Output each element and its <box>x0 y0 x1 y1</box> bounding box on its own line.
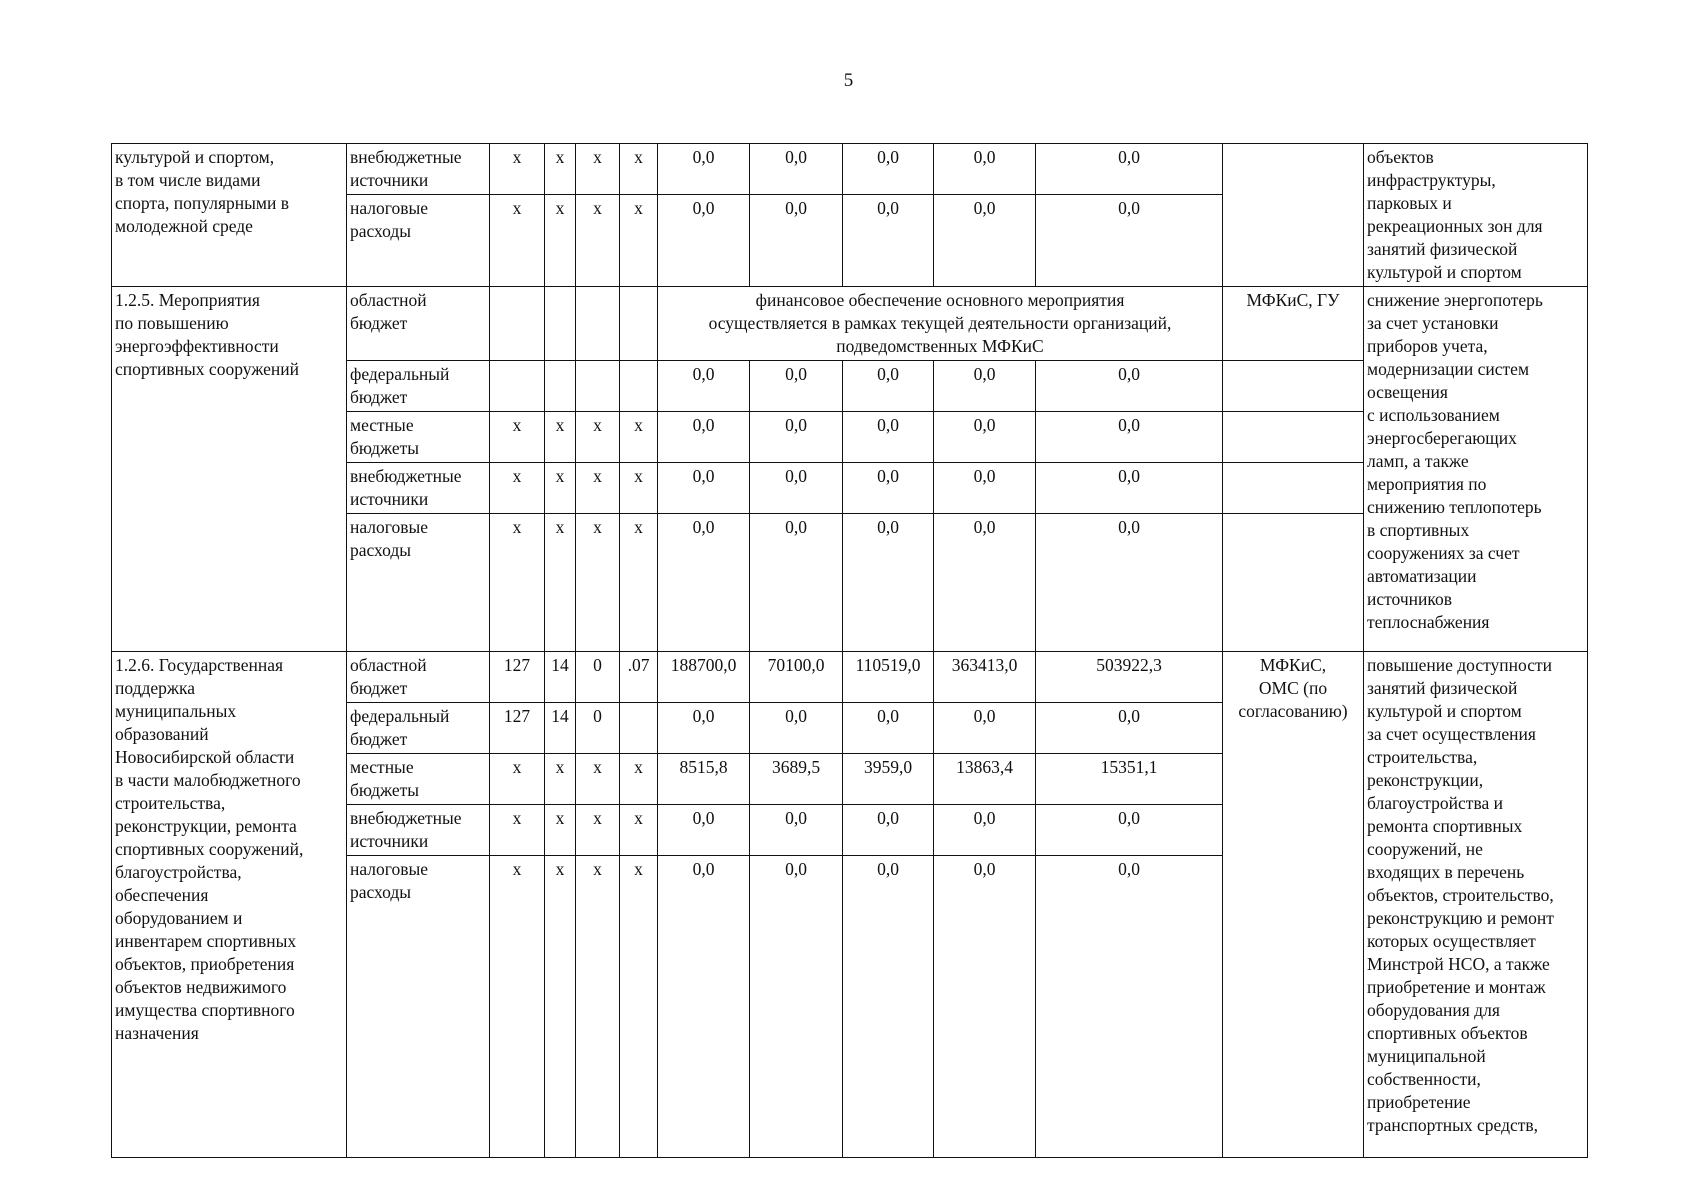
code-cell: 0 <box>576 652 620 703</box>
funding-source: местные бюджеты <box>350 415 420 458</box>
code-cell: 0 <box>576 703 620 754</box>
code-cell: x <box>620 856 658 1158</box>
code-cell: 14 <box>545 703 576 754</box>
code-cell: x <box>576 514 620 652</box>
value-cell: 15351,1 <box>1036 754 1223 805</box>
executor-cell <box>1223 361 1364 412</box>
code-cell: x <box>545 144 576 195</box>
code-cell <box>576 361 620 412</box>
code-cell: 127 <box>490 703 545 754</box>
executor: МФКиС, ОМС (по согласованию) <box>1238 655 1348 721</box>
code-cell: x <box>490 754 545 805</box>
code-cell <box>620 287 658 361</box>
funding-source: внебюджетные источники <box>350 466 462 509</box>
code-cell: x <box>490 412 545 463</box>
code-cell: x <box>576 144 620 195</box>
value-cell: 0,0 <box>658 856 750 1158</box>
value-cell: 0,0 <box>934 463 1036 514</box>
code-cell: x <box>545 463 576 514</box>
code-cell: x <box>576 412 620 463</box>
value-cell: 0,0 <box>843 144 934 195</box>
table-row <box>112 287 1588 361</box>
code-cell: x <box>490 195 545 287</box>
value-cell: 0,0 <box>934 412 1036 463</box>
value-cell: 0,0 <box>934 856 1036 1158</box>
value-cell: 8515,8 <box>658 754 750 805</box>
value-cell: 3959,0 <box>843 754 934 805</box>
value-cell: 0,0 <box>658 805 750 856</box>
code-cell: x <box>490 144 545 195</box>
code-cell: x <box>576 463 620 514</box>
code-cell: x <box>576 195 620 287</box>
value-cell: 110519,0 <box>843 652 934 703</box>
value-cell: 0,0 <box>1036 463 1223 514</box>
funding-source: областной бюджет <box>350 655 427 698</box>
value-cell: 0,0 <box>843 195 934 287</box>
value-cell: 0,0 <box>750 412 843 463</box>
value-cell: 0,0 <box>934 514 1036 652</box>
code-cell: .07 <box>620 652 658 703</box>
value-cell: 0,0 <box>934 361 1036 412</box>
funding-source: налоговые расходы <box>350 198 429 241</box>
value-cell: 503922,3 <box>1036 652 1223 703</box>
funding-source: федеральный бюджет <box>350 706 450 749</box>
code-cell: x <box>620 144 658 195</box>
code-cell: x <box>576 805 620 856</box>
measure-name-cell <box>112 652 347 1158</box>
funding-source: федеральный бюджет <box>350 364 450 407</box>
executor: МФКиС, ГУ <box>1246 290 1340 310</box>
code-cell: x <box>620 514 658 652</box>
code-cell: x <box>620 412 658 463</box>
code-cell <box>620 703 658 754</box>
value-cell: 0,0 <box>750 703 843 754</box>
value-cell: 0,0 <box>658 514 750 652</box>
value-cell: 0,0 <box>1036 412 1223 463</box>
financing-note: финансовое обеспечение основного мероприятия осуществляется в рамках текущей деятельности организаций, подведомственных МФКиС <box>708 290 1172 356</box>
code-cell: x <box>545 805 576 856</box>
value-cell: 0,0 <box>658 412 750 463</box>
result-cell <box>1364 652 1588 1158</box>
value-cell: 0,0 <box>934 144 1036 195</box>
code-cell: x <box>545 195 576 287</box>
code-cell: x <box>545 856 576 1158</box>
code-cell: x <box>490 856 545 1158</box>
code-cell: x <box>490 514 545 652</box>
expected-result: объектов инфраструктуры, парковых и рекреационных зон для занятий физической культурой и спортом <box>1367 147 1543 282</box>
expected-result: повышение доступности занятий физической культурой и спортом за счет осуществления строительства, реконструкции, благоустройства и ремонта спортивных сооружений, не входящих в перечень объектов, строительство, реконструкцию и ремонт которых осуществляет Минстрой НСО, а также приобретение и монтаж оборудования для спортивных объектов муниципальной собственности, приобретение транспортных средств, <box>1367 655 1554 1135</box>
table-row <box>112 652 1588 703</box>
measure-name-cell <box>112 144 347 287</box>
value-cell: 0,0 <box>750 144 843 195</box>
value-cell: 0,0 <box>843 514 934 652</box>
value-cell: 0,0 <box>843 463 934 514</box>
value-cell: 0,0 <box>843 703 934 754</box>
funding-source: налоговые расходы <box>350 517 429 560</box>
code-cell: x <box>620 754 658 805</box>
value-cell: 0,0 <box>843 361 934 412</box>
measure-name: 1.2.6. Государственная поддержка муниципальных образований Новосибирской области в части малобюджетного строительства, реконструкции, ремонта спортивных сооружений, благоустройства, обеспечения оборудованием и инвентарем спортивных объектов, приобретения объектов недвижимого имущества спортивного назначения <box>115 655 304 1043</box>
value-cell: 0,0 <box>750 856 843 1158</box>
code-cell <box>576 287 620 361</box>
executor-cell <box>1223 652 1364 1158</box>
value-cell: 0,0 <box>934 195 1036 287</box>
code-cell: 127 <box>490 652 545 703</box>
code-cell: x <box>545 514 576 652</box>
code-cell: x <box>620 463 658 514</box>
code-cell: x <box>620 805 658 856</box>
value-cell: 0,0 <box>1036 361 1223 412</box>
funding-source: областной бюджет <box>350 290 427 333</box>
measure-name: 1.2.5. Мероприятия по повышению энергоэффективности спортивных сооружений <box>115 290 299 379</box>
executor-cell <box>1223 412 1364 463</box>
code-cell <box>490 287 545 361</box>
code-cell: x <box>576 754 620 805</box>
funding-source: налоговые расходы <box>350 859 429 902</box>
financing-table <box>111 143 1588 1158</box>
executor-cell <box>1223 287 1364 361</box>
value-cell: 0,0 <box>1036 514 1223 652</box>
code-cell: x <box>490 805 545 856</box>
measure-name: культурой и спортом, в том числе видами спорта, популярными в молодежной среде <box>115 147 289 236</box>
code-cell <box>620 361 658 412</box>
expected-result: снижение энергопотерь за счет установки приборов учета, модернизации систем освещения с использованием энергосберегающих ламп, а также мероприятия по снижению теплопотерь в спортивных сооружениях за счет автоматизации источников теплоснабжения <box>1367 290 1543 632</box>
value-cell: 0,0 <box>1036 856 1223 1158</box>
value-cell: 0,0 <box>658 361 750 412</box>
table-row <box>112 144 1588 195</box>
value-cell: 0,0 <box>658 195 750 287</box>
value-cell: 13863,4 <box>934 754 1036 805</box>
measure-name-cell <box>112 287 347 652</box>
code-cell: 14 <box>545 652 576 703</box>
code-cell: x <box>545 412 576 463</box>
code-cell <box>545 361 576 412</box>
value-cell: 0,0 <box>934 805 1036 856</box>
code-cell: x <box>576 856 620 1158</box>
value-cell: 0,0 <box>843 412 934 463</box>
value-cell: 0,0 <box>750 805 843 856</box>
code-cell <box>545 287 576 361</box>
code-cell <box>490 361 545 412</box>
code-cell: x <box>620 195 658 287</box>
value-cell: 0,0 <box>658 144 750 195</box>
value-cell: 0,0 <box>658 463 750 514</box>
page-number: 5 <box>843 70 854 91</box>
value-cell: 0,0 <box>750 195 843 287</box>
value-cell: 70100,0 <box>750 652 843 703</box>
funding-source: местные бюджеты <box>350 757 420 800</box>
value-cell: 188700,0 <box>658 652 750 703</box>
code-cell: x <box>545 754 576 805</box>
value-cell: 0,0 <box>658 703 750 754</box>
funding-source: внебюджетные источники <box>350 147 462 190</box>
value-cell: 0,0 <box>1036 703 1223 754</box>
value-cell: 3689,5 <box>750 754 843 805</box>
value-cell: 0,0 <box>843 805 934 856</box>
value-cell: 0,0 <box>1036 144 1223 195</box>
executor-cell <box>1223 144 1364 287</box>
value-cell: 0,0 <box>1036 195 1223 287</box>
value-cell: 0,0 <box>750 361 843 412</box>
executor-cell <box>1223 463 1364 514</box>
value-cell: 0,0 <box>750 514 843 652</box>
value-cell: 0,0 <box>934 703 1036 754</box>
funding-source: внебюджетные источники <box>350 808 462 851</box>
result-cell <box>1364 144 1588 287</box>
value-cell: 363413,0 <box>934 652 1036 703</box>
code-cell: x <box>490 463 545 514</box>
value-cell: 0,0 <box>843 856 934 1158</box>
result-cell <box>1364 287 1588 652</box>
value-cell: 0,0 <box>750 463 843 514</box>
financing-note-cell <box>658 287 1223 361</box>
value-cell: 0,0 <box>1036 805 1223 856</box>
executor-cell <box>1223 514 1364 652</box>
